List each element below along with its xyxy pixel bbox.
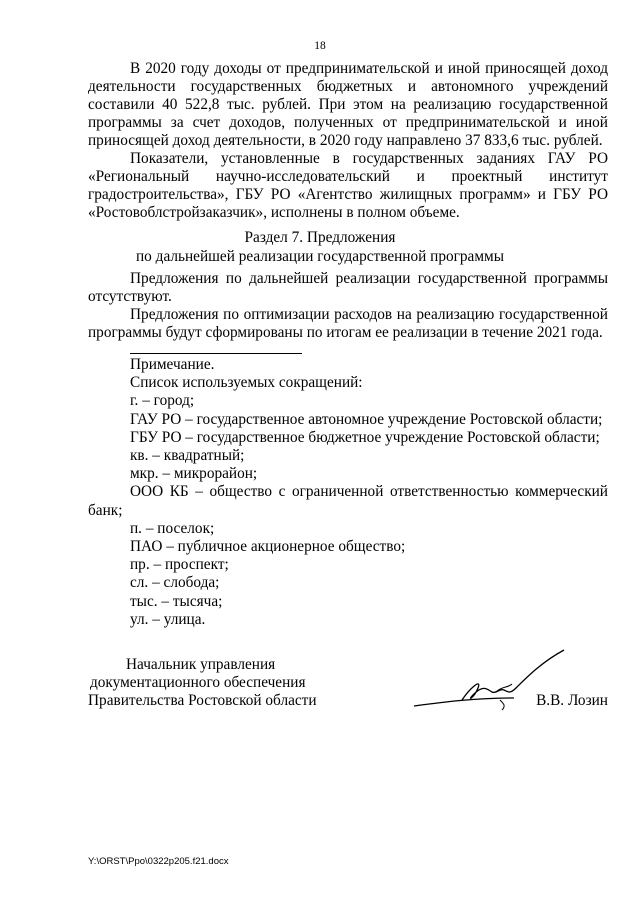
footnote-divider bbox=[130, 353, 302, 354]
abbreviation-item: ООО КБ – общество с ограниченной ответственностью коммерческий банк; bbox=[88, 483, 608, 519]
abbreviations-title: Список используемых сокращений: bbox=[130, 374, 363, 392]
paragraph-state-tasks: Показатели, установленные в государственных заданиях ГАУ РО «Региональный научно-исследовательский и проектный институт градостроительства», ГБУ РО «Агентство жилищных программ» и ГБУ РО «Ростовоблстройзаказчик», исполнены в полном объеме. bbox=[88, 150, 608, 221]
section-title: Раздел 7. Предложения bbox=[244, 229, 396, 246]
abbreviation-item: пр. – проспект; bbox=[130, 556, 229, 574]
abbreviation-item: ГАУ РО – государственное автономное учреждение Ростовской области; bbox=[130, 410, 603, 428]
notes-heading: Примечание. bbox=[130, 356, 215, 373]
section-subtitle: по дальнейшей реализации государственной программы bbox=[136, 248, 504, 265]
signatory-title-line3: Правительства Ростовской области bbox=[88, 692, 317, 709]
abbreviation-item: мкр. – микрорайон; bbox=[130, 465, 258, 483]
abbreviation-item: п. – поселок; bbox=[130, 519, 215, 537]
paragraph-proposal-further: Предложения по дальнейшей реализации государственной программы отсутствуют. bbox=[88, 270, 608, 305]
paragraph-revenue: В 2020 году доходы от предпринимательской и иной приносящей доход деятельности государственных бюджетных и автономного учреждений составили 40 522,8 тыс. рублей. При этом на реализацию государственной программы за счет доходов, полученных от предпринимательской и иной приносящей доход деятельности, в 2020 году направлено 37 833,6 тыс. рублей. bbox=[88, 60, 608, 149]
abbreviation-item: г. – город; bbox=[130, 392, 195, 410]
paragraph-proposal-optimization: Предложения по оптимизации расходов на реализацию государственной программы будут сформированы по итогам ее реализации в течение 2021 года. bbox=[88, 306, 608, 341]
signatory-title-line2: документационного обеспечения bbox=[90, 674, 306, 691]
signature-block bbox=[88, 656, 608, 716]
intro-text bbox=[88, 60, 608, 222]
abbreviation-item: ул. – улица. bbox=[130, 610, 206, 628]
abbreviation-item: ГБУ РО – государственное бюджетное учреждение Ростовской области; bbox=[130, 428, 600, 446]
signatory-name: В.В. Лозин bbox=[536, 692, 608, 709]
abbreviation-item: сл. – слобода; bbox=[130, 574, 220, 592]
file-path: Y:\ORST\Ppo\0322p205.f21.docx bbox=[88, 856, 229, 867]
section-heading bbox=[0, 228, 640, 266]
abbreviation-item: кв. – квадратный; bbox=[130, 447, 245, 465]
proposals-text bbox=[88, 270, 608, 342]
signatory-title-line1: Начальник управления bbox=[126, 656, 276, 673]
page-number: 18 bbox=[314, 40, 326, 52]
abbreviation-item: ПАО – публичное акционерное общество; bbox=[130, 538, 406, 556]
notes-block bbox=[88, 356, 608, 629]
abbreviation-item: тыс. – тысяча; bbox=[130, 592, 223, 610]
